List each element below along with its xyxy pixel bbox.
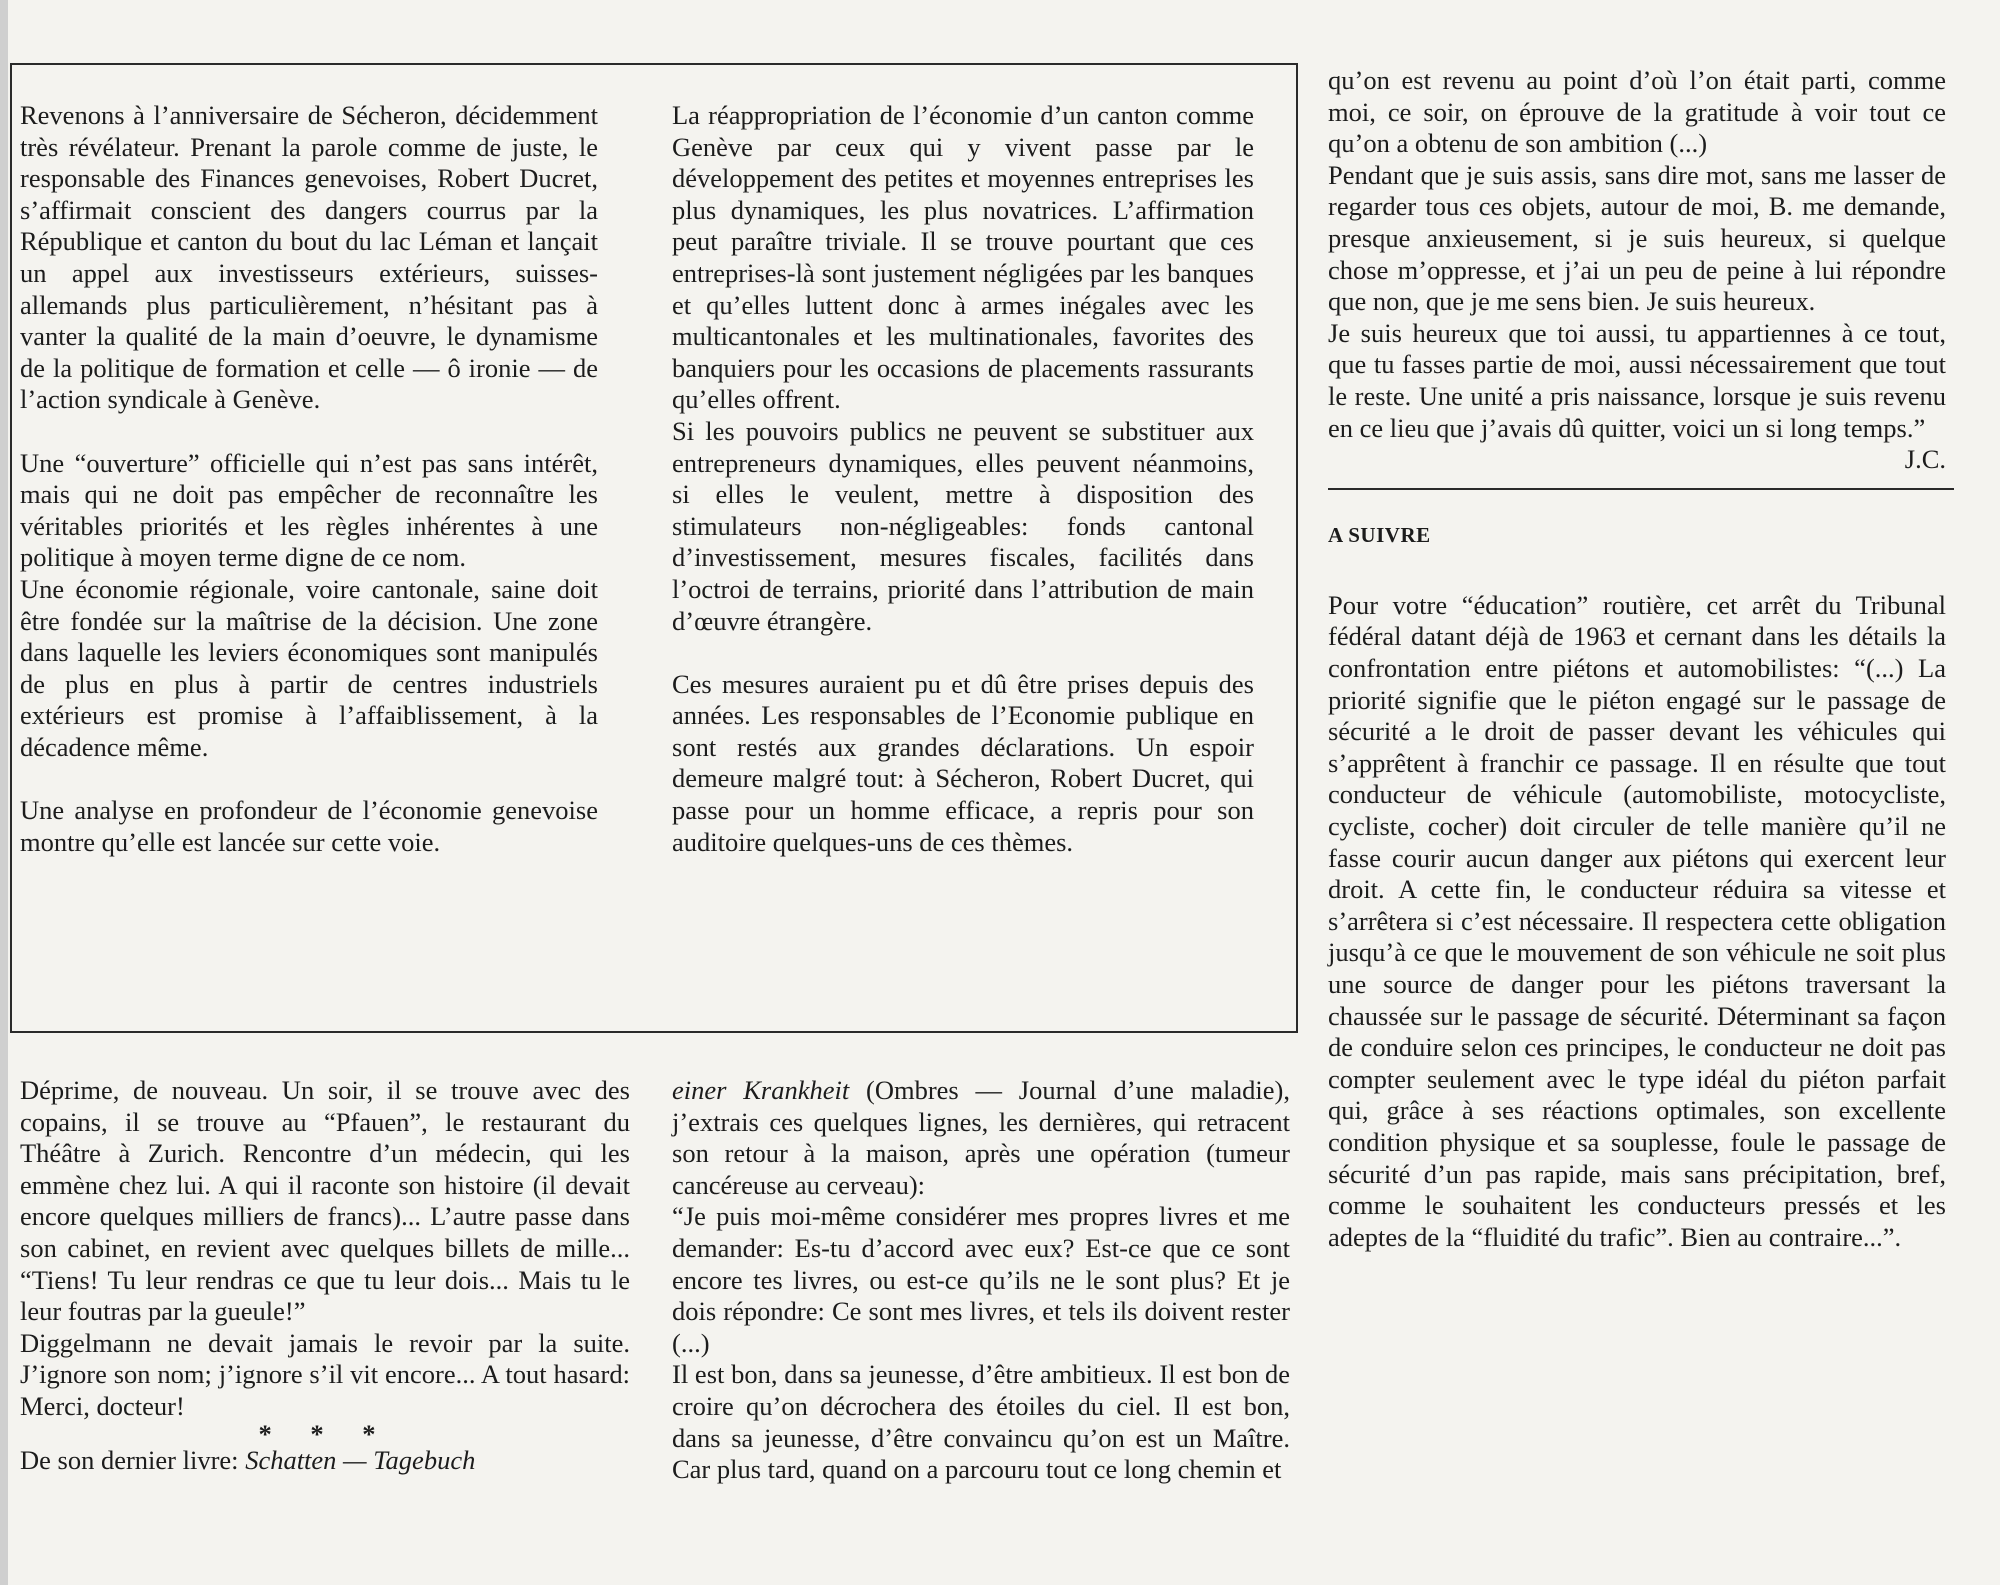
paragraph: La réappropriation de l’économie d’un canton comme Genève par ceux qui y vivent passe par le développement des petites et moyennes entreprises les plus dynamiques, les plus novatrices. L’affirmation peut paraître triviale. Il se trouve pourtant que ces entreprises-là sont justement négligées par les banques et qu’elles luttent donc à armes inégales avec les multicantonales et les multinationales, favorites des banquiers pour les occasions de placements rassurants qu’elles offrent. [672, 100, 1254, 415]
paragraph: Pour votre “éducation” routière, cet arrêt du Tribunal fédéral datant déjà de 1963 et cernant dans les détails la confrontation entre piétons et automobilistes: “(...) La priorité signifie que le piéton engagé sur le passage de sécurité a le droit de passer devant les véhicules qui s’apprêtent à franchir ce passage. Il en résulte que tout conducteur de véhicule (automobiliste, motocycliste, cycliste, cocher) doit circuler de telle manière qu’il ne fasse courir aucun danger aux piétons qui exercent leur droit. A cette fin, le conducteur réduira sa vitesse et s’arrêtera si c’est nécessaire. Il respectera cette obligation jusqu’à ce que le mouvement de son véhicule ne soit plus une source de danger pour les piétons traversant la chaussée sur le passage de sécurité. Déterminant sa façon de conduire selon ces principes, le conducteur ne doit pas compter seulement avec le type idéal du piéton parfait qui, grâce à ses réactions optimales, son excellente condition physique et sa souplesse, foule le passage de sécurité d’un pas rapide, mais sans précipitation, bref, comme le souhaitent les conducteurs pressés et les adeptes de la “fluidité du trafic”. Bien au contraire...”. [1328, 589, 1946, 1252]
paragraph: Une “ouverture” officielle qui n’est pas sans intérêt, mais qui ne doit pas empêcher de reconnaître les véritables priorités et les règles inhérentes à une politique à moyen terme digne de ce nom. [20, 447, 598, 573]
text-run: (Ombres — Journal d’une maladie), j’extrais ces quelques lignes, les dernières, qui retracent son retour à la maison, après une opération (tumeur cancéreuse au cerveau): [672, 1075, 1290, 1200]
section-break-stars: * * * [258, 1418, 392, 1449]
bottom-left-column [20, 1075, 630, 1476]
right-column [1328, 65, 1946, 1253]
author-signature: J.C. [1904, 444, 1946, 475]
boxed-article-left-column [20, 100, 598, 858]
paragraph: Je suis heureux que toi aussi, tu appartiennes à ce tout, que tu fasses partie de moi, aussi nécessairement que tout le reste. Une unité a pris naissance, lorsque je suis revenu en ce lieu que j’avais dû quitter, voici un si long temps.” [1328, 317, 1946, 443]
paragraph: Si les pouvoirs publics ne peuvent se substituer aux entrepreneurs dynamiques, elles peuvent néanmoins, si elles le veulent, mettre à disposition des stimulateurs non-négligeables: fonds cantonal d’investissement, mesures fiscales, facilités dans l’octroi de terrains, priorité dans l’attribution de main d’œuvre étrangère. [672, 415, 1254, 636]
section-heading: A SUIVRE [1328, 523, 1431, 548]
text-run: De son dernier livre: [20, 1444, 246, 1475]
paragraph: Une analyse en profondeur de l’économie genevoise montre qu’elle est lancée sur cette voie. [20, 795, 598, 857]
book-title: einer Krankheit [672, 1075, 850, 1105]
paragraph [20, 1445, 630, 1477]
section-divider [1328, 488, 1954, 491]
bottom-middle-column [672, 1075, 1290, 1486]
paragraph [672, 1075, 1290, 1201]
paragraph: Il est bon, dans sa jeunesse, d’être ambitieux. Il est bon de croire qu’on décrochera des étoiles du ciel. Il est bon, dans sa jeunesse, d’être convaincu qu’on est un Maître. Car plus tard, quand on a parcouru tout ce long chemin et [672, 1359, 1290, 1485]
paragraph: Diggelmann ne devait jamais le revoir par la suite. J’ignore son nom; j’ignore s’il vit encore... A tout hasard: Merci, docteur! [20, 1327, 630, 1421]
paragraph: Pendant que je suis assis, sans dire mot, sans me lasser de regarder tous ces objets, autour de moi, B. me demande, presque anxieusement, si je suis heureux, si quelque chose m’oppresse, et j’ai un peu de peine à lui répondre que non, que je me sens bien. Je suis heureux. [1328, 159, 1946, 317]
paragraph: qu’on est revenu au point d’où l’on était parti, comme moi, ce soir, on éprouve de la gratitude à voir tout ce qu’on a obtenu de son ambition (...) [1328, 65, 1946, 159]
paragraph: Déprime, de nouveau. Un soir, il se trouve avec des copains, il se trouve au “Pfauen”, le restaurant du Théâtre à Zurich. Rencontre d’un médecin, qui les emmène chez lui. A qui il raconte son histoire (il devait encore quelques milliers de francs)... L’autre passe dans son cabinet, en revient avec quelques billets de mille... “Tiens! Tu leur rendras ce que tu leur dois... Mais tu le leur foutras par la gueule!” [20, 1075, 630, 1327]
paragraph: “Je puis moi-même considérer mes propres livres et me demander: Es-tu d’accord avec eux? Est-ce que ce sont encore tes livres, ou est-ce qu’ils ne le sont plus? Et je dois répondre: Ce sont mes livres, et tels ils doivent rester (...) [672, 1201, 1290, 1358]
scan-edge-shadow [0, 0, 8, 1585]
book-title: Schatten — Tagebuch [245, 1444, 476, 1475]
paragraph: Revenons à l’anniversaire de Sécheron, décidemment très révélateur. Prenant la parole comme de juste, le responsable des Finances genevoises, Robert Ducret, s’affirmait conscient des dangers courrus par la République et canton du bout du lac Léman et lançait un appel aux investisseurs extérieurs, suisses-allemands plus particulièrement, n’hésitant pas à vanter la qualité de la main d’oeuvre, le dynamisme de la politique de formation et celle — ô ironie — de l’action syndicale à Genève. [20, 100, 598, 415]
paragraph: Ces mesures auraient pu et dû être prises depuis des années. Les responsables de l’Economie publique en sont restés aux grandes déclarations. Un espoir demeure malgré tout: à Sécheron, Robert Ducret, qui passe pour un homme efficace, a repris pour son auditoire quelques-uns de ces thèmes. [672, 668, 1254, 857]
paragraph: Une économie régionale, voire cantonale, saine doit être fondée sur la maîtrise de la décision. Une zone dans laquelle les leviers économiques sont manipulés de plus en plus à partir de centres industriels extérieurs est promise à l’affaiblissement, à la décadence même. [20, 573, 598, 762]
boxed-article-right-column [672, 100, 1254, 858]
